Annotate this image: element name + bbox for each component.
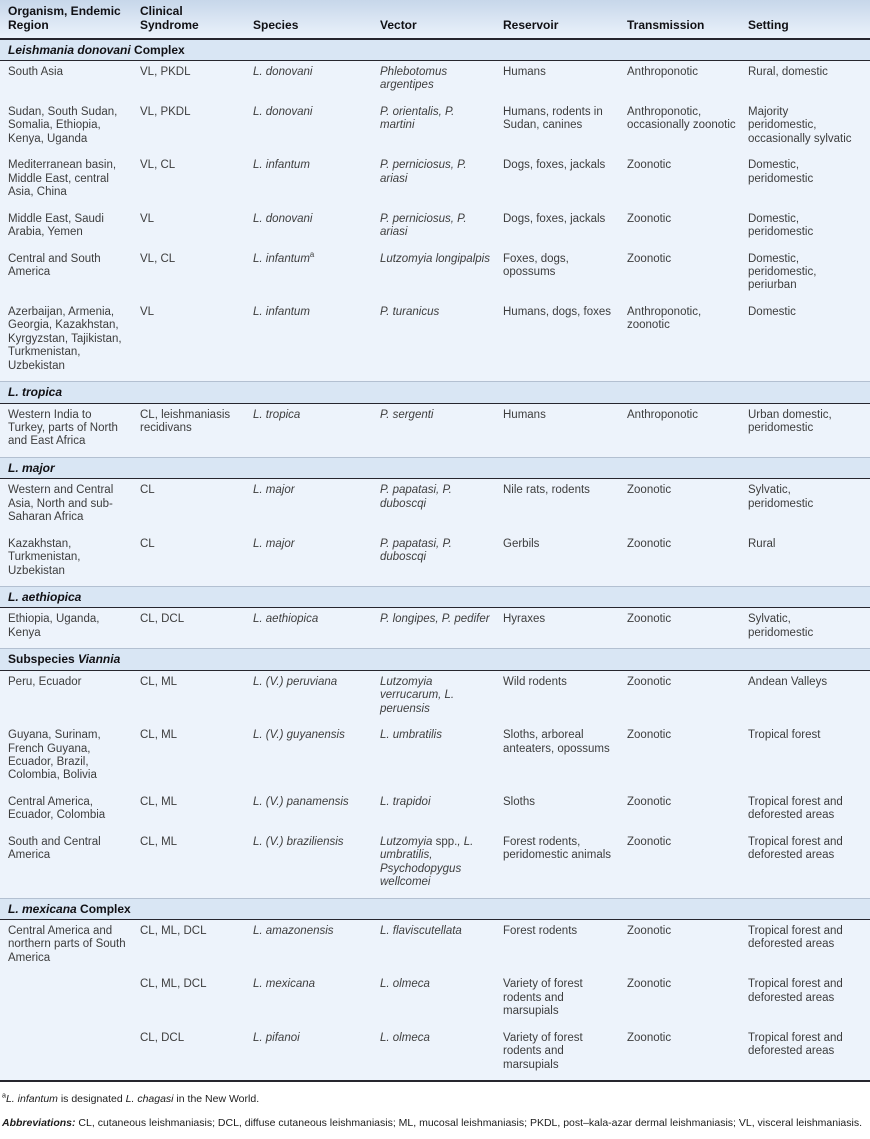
section-title: Subspecies Viannia [0, 649, 870, 670]
table-row [0, 791, 870, 831]
cell-syndrome: CL, ML, DCL [140, 919, 253, 973]
cell-vector: Lutzomyia longipalpis [380, 248, 503, 301]
column-header-3: Species [253, 0, 380, 39]
cell-region: South and Central America [0, 831, 140, 898]
cell-setting: Rural [748, 533, 870, 587]
cell-species: L. amazonensis [253, 919, 380, 973]
cell-transmission: Zoonotic [627, 670, 748, 724]
cell-setting: Domestic, peridomestic [748, 154, 870, 207]
cell-region [0, 973, 140, 1026]
column-header-4: Vector [380, 0, 503, 39]
abbreviations-text: CL, cutaneous leishmaniasis; DCL, diffuse cutaneous leishmaniasis; ML, mucosal leishmaniasis; PKDL, post–kala-azar dermal leishmaniasis; VL, visceral leishmaniasis. [75, 1117, 863, 1130]
cell-reservoir: Humans, rodents in Sudan, canines [503, 101, 627, 154]
column-header-5: Reservoir [503, 0, 627, 39]
cell-reservoir: Hyraxes [503, 608, 627, 649]
cell-species: L. infantum [253, 301, 380, 382]
cell-region: Central and South America [0, 248, 140, 301]
section-title: L. mexicana Complex [0, 898, 870, 919]
cell-region: Western India to Turkey, parts of North and East Africa [0, 403, 140, 457]
cell-region: Guyana, Surinam, French Guyana, Ecuador, Brazil, Colombia, Bolivia [0, 724, 140, 791]
cell-setting: Urban domestic, peridomestic [748, 403, 870, 457]
table-row [0, 973, 870, 1026]
section-header-row [0, 39, 870, 61]
cell-transmission: Zoonotic [627, 608, 748, 649]
section-header-row [0, 649, 870, 670]
cell-vector: L. olmeca [380, 1027, 503, 1081]
table-row [0, 101, 870, 154]
cell-setting: Domestic, peridomestic [748, 208, 870, 248]
cell-syndrome: VL, CL [140, 154, 253, 207]
cell-syndrome: CL, ML, DCL [140, 973, 253, 1026]
cell-setting: Tropical forest and deforested areas [748, 1027, 870, 1081]
column-header-row [0, 0, 870, 39]
cell-syndrome: CL, ML [140, 831, 253, 898]
cell-transmission: Zoonotic [627, 208, 748, 248]
cell-transmission: Zoonotic [627, 154, 748, 207]
cell-region: Ethiopia, Uganda, Kenya [0, 608, 140, 649]
section-title: L. aethiopica [0, 587, 870, 608]
table-notes [0, 1082, 870, 1139]
section-header-row [0, 382, 870, 403]
cell-setting: Domestic [748, 301, 870, 382]
cell-setting: Domestic, peridomestic, periurban [748, 248, 870, 301]
cell-transmission: Zoonotic [627, 248, 748, 301]
section-header-row [0, 457, 870, 478]
cell-species: L. donovani [253, 208, 380, 248]
cell-transmission: Zoonotic [627, 919, 748, 973]
cell-region: Peru, Ecuador [0, 670, 140, 724]
table-row [0, 479, 870, 533]
table-row [0, 301, 870, 382]
cell-region: Middle East, Saudi Arabia, Yemen [0, 208, 140, 248]
cell-setting: Tropical forest [748, 724, 870, 791]
cell-region: South Asia [0, 60, 140, 100]
cell-vector: P. turanicus [380, 301, 503, 382]
cell-reservoir: Dogs, foxes, jackals [503, 208, 627, 248]
table-row [0, 724, 870, 791]
cell-setting: Tropical forest and deforested areas [748, 831, 870, 898]
table-body [0, 39, 870, 1081]
cell-species: L. donovani [253, 60, 380, 100]
cell-syndrome: CL, DCL [140, 1027, 253, 1081]
cell-species: L. (V.) panamensis [253, 791, 380, 831]
cell-vector: P. perniciosus, P. ariasi [380, 154, 503, 207]
table-row [0, 403, 870, 457]
cell-transmission: Anthroponotic [627, 60, 748, 100]
cell-setting: Majority peridomestic, occasionally sylvatic [748, 101, 870, 154]
cell-transmission: Zoonotic [627, 479, 748, 533]
cell-syndrome: CL, ML [140, 791, 253, 831]
cell-region: Central America and northern parts of South America [0, 919, 140, 973]
cell-species: L. donovani [253, 101, 380, 154]
cell-reservoir: Sloths, arboreal anteaters, opossums [503, 724, 627, 791]
cell-vector: P. papatasi, P. duboscqi [380, 479, 503, 533]
cell-species: L. aethiopica [253, 608, 380, 649]
cell-syndrome: CL, leishmaniasis recidivans [140, 403, 253, 457]
cell-vector: L. olmeca [380, 973, 503, 1026]
cell-region [0, 1027, 140, 1081]
cell-reservoir: Gerbils [503, 533, 627, 587]
cell-vector: P. sergenti [380, 403, 503, 457]
cell-syndrome: VL, PKDL [140, 60, 253, 100]
cell-species: L. infantum$^a$ [253, 248, 380, 301]
section-title: Leishmania donovani Complex [0, 39, 870, 61]
section-header-row [0, 587, 870, 608]
cell-region: Azerbaijan, Armenia, Georgia, Kazakhstan, Kyrgyzstan, Tajikistan, Turkmenistan, Uzbekistan [0, 301, 140, 382]
cell-vector: P. papatasi, P. duboscqi [380, 533, 503, 587]
cell-transmission: Anthroponotic, zoonotic [627, 301, 748, 382]
table-row [0, 248, 870, 301]
cell-species: L. major [253, 479, 380, 533]
cell-species: L. (V.) braziliensis [253, 831, 380, 898]
cell-reservoir: Variety of forest rodents and marsupials [503, 1027, 627, 1081]
cell-transmission: Zoonotic [627, 724, 748, 791]
cell-region: Western and Central Asia, North and sub-Saharan Africa [0, 479, 140, 533]
cell-species: L. infantum [253, 154, 380, 207]
cell-reservoir: Nile rats, rodents [503, 479, 627, 533]
cell-transmission: Zoonotic [627, 791, 748, 831]
cell-syndrome: VL [140, 301, 253, 382]
cell-region: Sudan, South Sudan, Somalia, Ethiopia, Kenya, Uganda [0, 101, 140, 154]
cell-vector: P. longipes, P. pedifer [380, 608, 503, 649]
cell-setting: Tropical forest and deforested areas [748, 919, 870, 973]
cell-reservoir: Forest rodents, peridomestic animals [503, 831, 627, 898]
cell-species: L. tropica [253, 403, 380, 457]
cell-syndrome: CL [140, 533, 253, 587]
cell-transmission: Zoonotic [627, 973, 748, 1026]
cell-setting: Rural, domestic [748, 60, 870, 100]
footnote-marker: a [309, 249, 315, 259]
cell-reservoir: Forest rodents [503, 919, 627, 973]
cell-species: L. (V.) guyanensis [253, 724, 380, 791]
cell-transmission: Anthroponotic, occasionally zoonotic [627, 101, 748, 154]
cell-reservoir: Dogs, foxes, jackals [503, 154, 627, 207]
cell-reservoir: Variety of forest rodents and marsupials [503, 973, 627, 1026]
cell-reservoir: Wild rodents [503, 670, 627, 724]
cell-region: Central America, Ecuador, Colombia [0, 791, 140, 831]
section-title: L. tropica [0, 382, 870, 403]
cell-syndrome: CL [140, 479, 253, 533]
footnote: $^a$L. infantum is designated L. chagasi in the New World. [2, 1091, 260, 1106]
cell-species: L. major [253, 533, 380, 587]
cell-species: L. mexicana [253, 973, 380, 1026]
table-row [0, 154, 870, 207]
cell-syndrome: CL, ML [140, 670, 253, 724]
cell-vector: L. flaviscutellata [380, 919, 503, 973]
cell-vector: L. umbratilis [380, 724, 503, 791]
cell-transmission: Anthroponotic [627, 403, 748, 457]
section-header-row [0, 898, 870, 919]
cell-reservoir: Humans [503, 403, 627, 457]
cell-reservoir: Humans [503, 60, 627, 100]
table-row [0, 831, 870, 898]
column-header-1: Organism, Endemic Region [0, 0, 140, 39]
cell-syndrome: CL, ML [140, 724, 253, 791]
table-row [0, 670, 870, 724]
column-header-7: Setting [748, 0, 870, 39]
cell-vector: P. perniciosus, P. ariasi [380, 208, 503, 248]
table-row [0, 60, 870, 100]
cell-setting: Sylvatic, peridomestic [748, 608, 870, 649]
cell-region: Mediterranean basin, Middle East, central Asia, China [0, 154, 140, 207]
cell-reservoir: Foxes, dogs, opossums [503, 248, 627, 301]
cell-vector: Lutzomyia verrucarum, L. peruensis [380, 670, 503, 724]
column-header-6: Transmission [627, 0, 748, 39]
cell-syndrome: CL, DCL [140, 608, 253, 649]
cell-vector: L. trapidoi [380, 791, 503, 831]
abbreviations [2, 1117, 862, 1129]
cell-species: L. pifanoi [253, 1027, 380, 1081]
cell-setting: Tropical forest and deforested areas [748, 791, 870, 831]
cell-region: Kazakhstan, Turkmenistan, Uzbekistan [0, 533, 140, 587]
cell-reservoir: Sloths [503, 791, 627, 831]
cell-vector: Phlebotomus argentipes [380, 60, 503, 100]
cell-transmission: Zoonotic [627, 533, 748, 587]
cell-setting: Tropical forest and deforested areas [748, 973, 870, 1026]
cell-vector: P. orientalis, P. martini [380, 101, 503, 154]
cell-transmission: Zoonotic [627, 831, 748, 898]
table-row [0, 533, 870, 587]
cell-species: L. (V.) peruviana [253, 670, 380, 724]
cell-transmission: Zoonotic [627, 1027, 748, 1081]
cell-syndrome: VL, PKDL [140, 101, 253, 154]
abbreviations-label: Abbreviations: [2, 1117, 76, 1130]
cell-reservoir: Humans, dogs, foxes [503, 301, 627, 382]
cell-setting: Sylvatic, peridomestic [748, 479, 870, 533]
column-header-2: Clinical Syndrome [140, 0, 253, 39]
section-title: L. major [0, 457, 870, 478]
cell-setting: Andean Valleys [748, 670, 870, 724]
table-row [0, 608, 870, 649]
table-row [0, 1027, 870, 1081]
table-row [0, 919, 870, 973]
cell-syndrome: VL [140, 208, 253, 248]
cell-syndrome: VL, CL [140, 248, 253, 301]
cell-vector: Lutzomyia spp., L. umbratilis, Psychodopygus wellcomei [380, 831, 503, 898]
table-row [0, 208, 870, 248]
